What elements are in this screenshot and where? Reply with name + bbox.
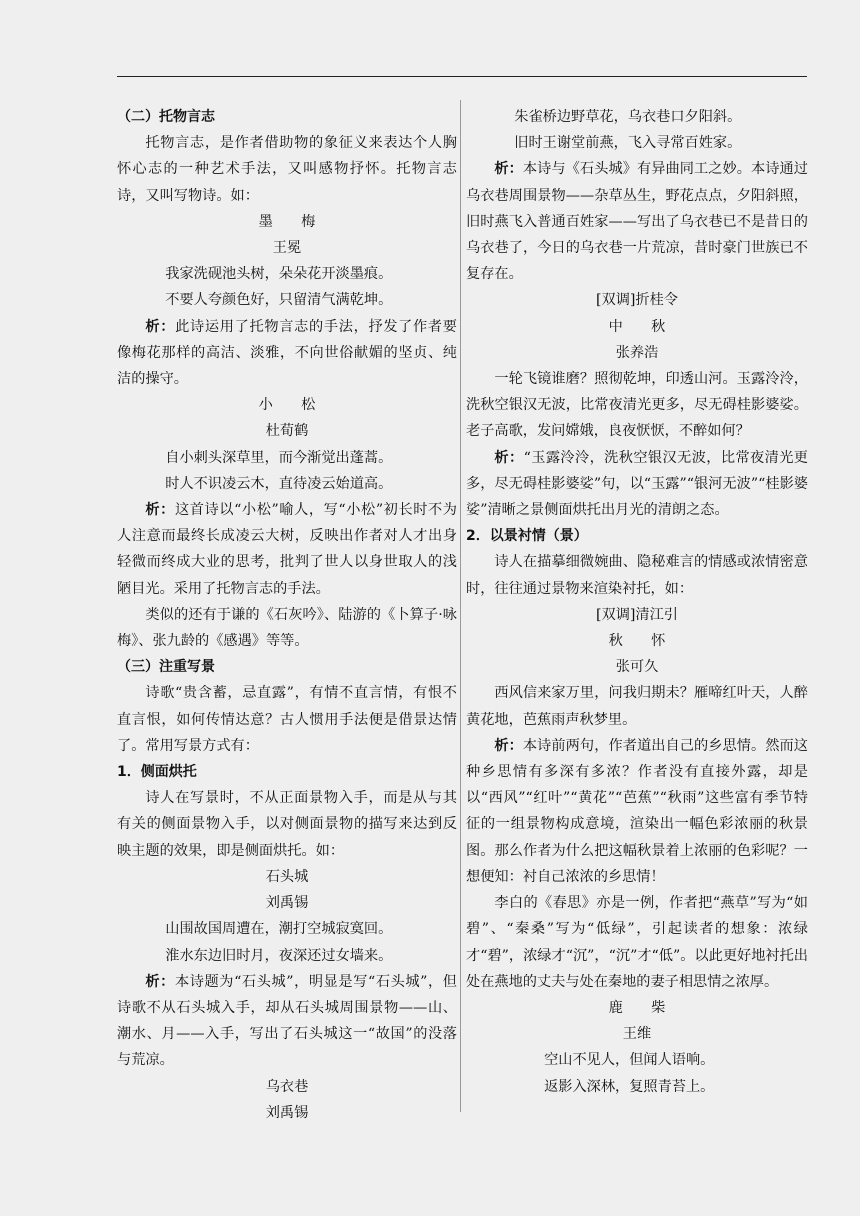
poem-author-qiuhuai: 张可久 [615, 659, 659, 676]
poem-line-momei-2: 不要人夸颜色好，只留清气满乾坤。 [165, 292, 393, 309]
paragraph-tuowu-definition: 托物言志，是作者借助物的象征义来表达个人胸怀心志的一种艺术手法，又叫感物抒怀。托物言志诗，又叫写物诗。如： [117, 135, 457, 204]
qu-tune-zhongqiu: [双调]折桂令 [595, 292, 678, 309]
poem-line-shitoucheng-2: 淮水东边旧时月，夜深还过女墙来。 [165, 947, 393, 964]
analysis-text: 本诗与《石头城》有异曲同工之妙。本诗通过乌衣巷周围景物——杂草丛生，野花点点，夕阳斜照，旧时燕飞入普通百姓家——写出了乌衣巷已不是昔日的乌衣巷了，今日的乌衣巷一片荒凉，昔时豪门世族已不复存在。 [466, 161, 808, 283]
poem-title-luchai: 鹿 柴 [608, 999, 666, 1016]
poem-author-wuyixiang: 刘禹锡 [265, 1104, 309, 1121]
poem-title-shitoucheng: 石头城 [265, 868, 309, 885]
poem-author-shitoucheng: 刘禹锡 [265, 895, 309, 912]
poem-line-xiaosong-2: 时人不识凌云木，直待凌云始道高。 [165, 475, 393, 492]
poem-author-zhongqiu: 张养浩 [615, 344, 659, 361]
poem-author-luchai: 王维 [622, 1026, 652, 1043]
analysis-label: 析： [494, 161, 523, 178]
poem-line-xiaosong-1: 自小刺头深草里，而今渐觉出蓬蒿。 [165, 449, 393, 466]
analysis-label: 析： [145, 973, 175, 990]
poem-title-momei: 墨 梅 [258, 213, 316, 230]
analysis-momei [117, 314, 457, 393]
poem-line-luchai-1: 空山不见人，但闻人语响。 [544, 1052, 715, 1069]
analysis-label: 析： [145, 502, 175, 519]
poem-title-qiuhuai: 秋 怀 [608, 633, 666, 650]
analysis-zhongqiu [466, 445, 808, 524]
analysis-text: “玉露泠泠，洗秋空银汉无波，比常夜清光更多，尽无碍桂影婆娑”句，以“玉露”“银河无波”“桂影婆娑”清晰之景侧面烘托出月光的清朗之态。 [466, 449, 808, 519]
subheading-yijing: 2．以景衬情（景） [466, 528, 588, 545]
analysis-label: 析： [494, 449, 524, 466]
analysis-text: 本诗题为“石头城”，明显是写“石头城”，但诗歌不从石头城入手，却从石头城周围景物——山、潮水、月——入手，写出了石头城这一“故国”的没落与荒凉。 [117, 973, 457, 1069]
poem-line-shitoucheng-1: 山围故国周遭在，潮打空城寂寞回。 [165, 921, 393, 938]
poem-title-zhongqiu: 中 秋 [608, 318, 666, 335]
poem-body-qiuhuai: 西风信来家万里，问我归期未？雁啼红叶天，人醉黄花地，芭蕉雨声秋梦里。 [466, 685, 808, 728]
analysis-wuyixiang [466, 156, 808, 287]
poem-line-wuyixiang-2: 旧时王谢堂前燕，飞入寻常百姓家。 [514, 135, 742, 152]
header-rule [117, 76, 807, 77]
analysis-text: 本诗前两句，作者道出自己的乡思情。然而这种乡思情有多深有多浓？作者没有直接外露，却是以“西风”“红叶”“黄花”“芭蕉”“秋雨”这些富有季节特征的一组景物构成意境，渲染出一幅色彩浓丽的秋景图。那么作者为什么把这幅秋景着上浓丽的色彩呢？一想便知：衬自己浓浓的乡思情！ [466, 737, 808, 885]
left-column [117, 104, 457, 1126]
poem-body-zhongqiu: 一轮飞镜谁磨？照彻乾坤，印透山河。玉露泠泠，洗秋空银汉无波，比常夜清光更多，尽无碍桂影婆娑。老子高歌，发问嫦娥，良夜恹恹，不醉如何？ [466, 371, 808, 440]
subheading-cemian: 1．侧面烘托 [117, 764, 197, 781]
poem-line-luchai-2: 返影入深林，复照青苔上。 [544, 1078, 715, 1095]
column-divider [460, 100, 461, 1112]
qu-tune-qiuhuai: [双调]清江引 [595, 606, 678, 623]
poem-title-xiaosong: 小 松 [258, 397, 316, 414]
paragraph-yijing: 诗人在描摹细微婉曲、隐秘难言的情感或浓情密意时，往往通过景物来渲染衬托，如： [466, 554, 808, 597]
right-column [466, 104, 808, 1100]
poem-line-wuyixiang-1: 朱雀桥边野草花，乌衣巷口夕阳斜。 [514, 109, 742, 125]
poem-line-momei-1: 我家洗砚池头树，朵朵花开淡墨痕。 [165, 266, 393, 283]
paragraph-similar-examples: 类似的还有于谦的《石灰吟》、陆游的《卜算子·咏梅》、张九龄的《感遇》等等。 [117, 606, 457, 650]
analysis-label: 析： [494, 737, 523, 754]
poem-title-wuyixiang: 乌衣巷 [265, 1078, 309, 1095]
analysis-text: 此诗运用了托物言志的手法，抒发了作者要像梅花那样的高洁、淡雅，不向世俗献媚的坚贞、纯洁的操守。 [117, 318, 457, 388]
analysis-label: 析： [145, 318, 176, 335]
poem-author-xiaosong: 杜荀鹤 [265, 423, 309, 440]
paragraph-cemian: 诗人在写景时，不从正面景物入手，而是从与其有关的侧面景物入手，以对侧面景物的描写来达到反映主题的效果，即是侧面烘托。如： [117, 790, 457, 859]
analysis-xiaosong [117, 497, 457, 602]
poem-author-momei: 王冕 [272, 240, 302, 257]
section-heading-xiejing: （三）注重写景 [117, 659, 215, 676]
paragraph-xiejing: 诗歌“贵含蓄，忌直露”，有情不直言情，有恨不直言恨，如何传情达意？古人惯用手法便是借景达情了。常用写景方式有： [117, 685, 457, 754]
analysis-qiuhuai [466, 733, 808, 890]
analysis-text: 这首诗以“小松”喻人，写“小松”初长时不为人注意而最终长成凌云大树，反映出作者对人才出身轻微而终成大业的思考，批判了世人以身世取人的浅陋目光。采用了托物言志的手法。 [117, 502, 457, 597]
section-heading-tuowu: （二）托物言志 [117, 109, 215, 125]
analysis-shitoucheng [117, 969, 457, 1074]
paragraph-libai: 李白的《春思》亦是一例，作者把“燕草”写为“如碧”、“秦桑”写为“低绿”，引起读者的想象：浓绿才“碧”，浓绿才“沉”，“沉”才“低”。以此更好地衬托出处在燕地的丈夫与处在秦地的妻子相思情之浓厚。 [466, 895, 808, 990]
